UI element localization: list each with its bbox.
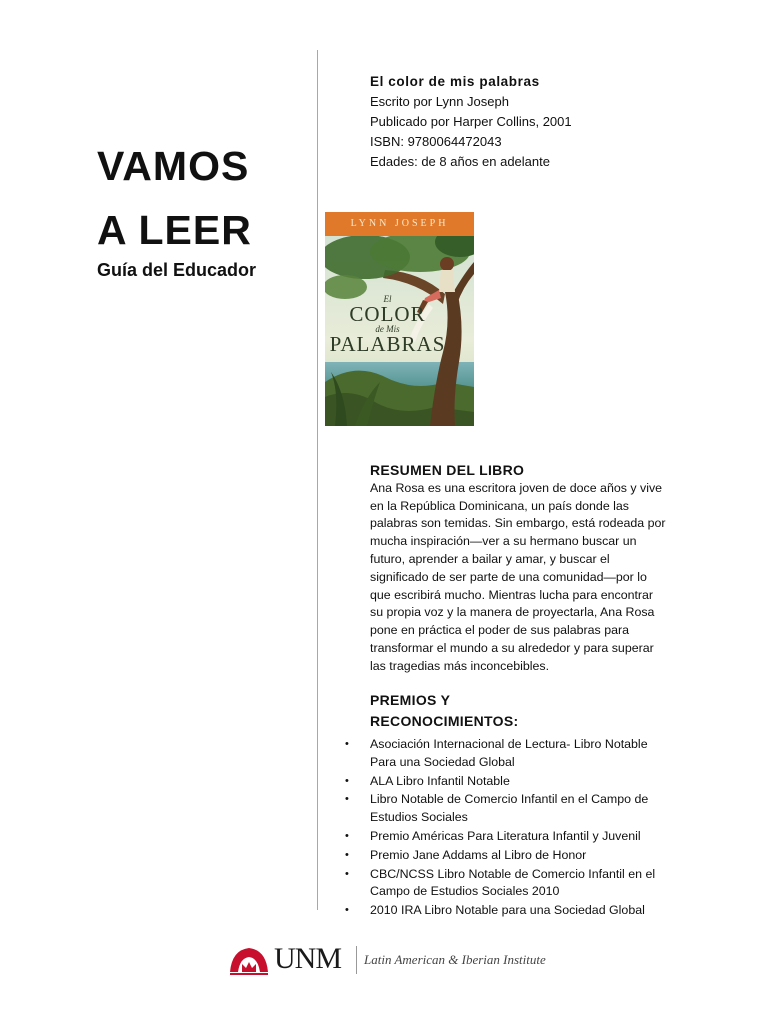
book-info — [370, 72, 572, 172]
unm-emblem-icon — [228, 942, 270, 978]
unm-logo-text: UNM — [274, 942, 342, 975]
summary-line: significado de ser parte de una comunidad—por lo — [370, 569, 647, 584]
awards-heading-line2: RECONOCIMIENTOS: — [370, 713, 519, 729]
summary-text — [370, 480, 675, 676]
award-text: CBC/NCSS Libro Notable de Comercio Infantil en el — [370, 866, 656, 881]
bullet-icon: • — [345, 848, 349, 861]
bullet-icon: • — [345, 793, 349, 806]
summary-line: mucha inspiración—ver a su hermano buscar un — [370, 534, 637, 549]
bullet-icon: • — [345, 904, 349, 917]
bullet-icon: • — [345, 774, 349, 787]
award-item — [345, 773, 690, 791]
summary-line: Ana Rosa es una escritora joven de doce años y vive — [370, 480, 663, 495]
summary-line: que escribirá mucho. Mientras lucha para encontrar — [370, 587, 654, 602]
summary-line: su propia voz y la manera de proyectarla, Ana Rosa — [370, 605, 655, 620]
cover-title-el: El — [383, 294, 392, 304]
award-text: Para una Sociedad Global — [370, 754, 515, 769]
guide-title-line2: A LEER — [97, 207, 252, 253]
cover-title-de-mis: de Mis — [375, 324, 400, 334]
awards-list — [345, 736, 690, 920]
guide-title-line1: VAMOS — [97, 143, 250, 189]
award-text: Premio Américas Para Literatura Infantil y Juvenil — [370, 828, 641, 843]
cover-title-color: COLOR — [349, 302, 426, 326]
award-text: Campo de Estudios Sociales 2010 — [370, 884, 560, 899]
summary-line: las tragedias más inconcebibles. — [370, 658, 550, 673]
award-item — [345, 736, 690, 772]
cover-title — [325, 294, 450, 354]
award-text: Libro Notable de Comercio Infantil en el Campo de — [370, 792, 649, 807]
award-text: Asociación Internacional de Lectura- Libro Notable — [370, 737, 648, 751]
summary-line: transformar el mundo a su alrededor y para superar — [370, 640, 654, 655]
institute-name: Latin American & Iberian Institute — [364, 952, 546, 967]
award-text: 2010 IRA Libro Notable para una Sociedad Global — [370, 903, 645, 918]
award-item — [345, 866, 690, 902]
footer-separator — [356, 946, 357, 974]
bullet-icon: • — [345, 829, 349, 842]
book-publisher: Publicado por Harper Collins, 2001 — [370, 114, 572, 129]
award-item — [345, 791, 690, 827]
summary-heading: RESUMEN DEL LIBRO — [370, 462, 525, 478]
bullet-icon: • — [345, 867, 349, 880]
summary-line: en la República Dominicana, un país donde las — [370, 498, 629, 513]
vertical-divider — [317, 50, 318, 910]
footer-logo — [228, 940, 568, 980]
book-isbn: ISBN: 9780064472043 — [370, 134, 502, 149]
book-title: El color de mis palabras — [370, 74, 540, 89]
guide-title — [97, 134, 252, 262]
summary-line: palabras son temidas. Sin embargo, está rodeada por — [370, 516, 666, 531]
awards-heading-line1: PREMIOS Y — [370, 692, 451, 708]
book-cover-image — [325, 212, 474, 426]
award-item — [345, 902, 690, 920]
award-item — [345, 847, 690, 865]
book-author: Escrito por Lynn Joseph — [370, 94, 509, 109]
summary-line: pone en práctica el poder de sus palabras para — [370, 623, 629, 638]
cover-title-palabras: PALABRAS — [329, 332, 446, 356]
award-text: ALA Libro Infantil Notable — [370, 773, 510, 788]
award-text: Premio Jane Addams al Libro de Honor — [370, 847, 587, 862]
summary-line: futuro, aprender a bailar y amar, y buscar el — [370, 551, 610, 566]
awards-heading — [370, 690, 690, 732]
guide-subtitle: Guía del Educador — [97, 260, 257, 280]
award-item — [345, 828, 690, 846]
bullet-icon: • — [345, 738, 349, 750]
summary-section — [370, 462, 675, 676]
awards-section — [345, 690, 690, 921]
book-ages: Edades: de 8 años en adelante — [370, 154, 550, 169]
cover-author: LYNN JOSEPH — [325, 212, 474, 236]
award-text: Estudios Sociales — [370, 810, 468, 825]
